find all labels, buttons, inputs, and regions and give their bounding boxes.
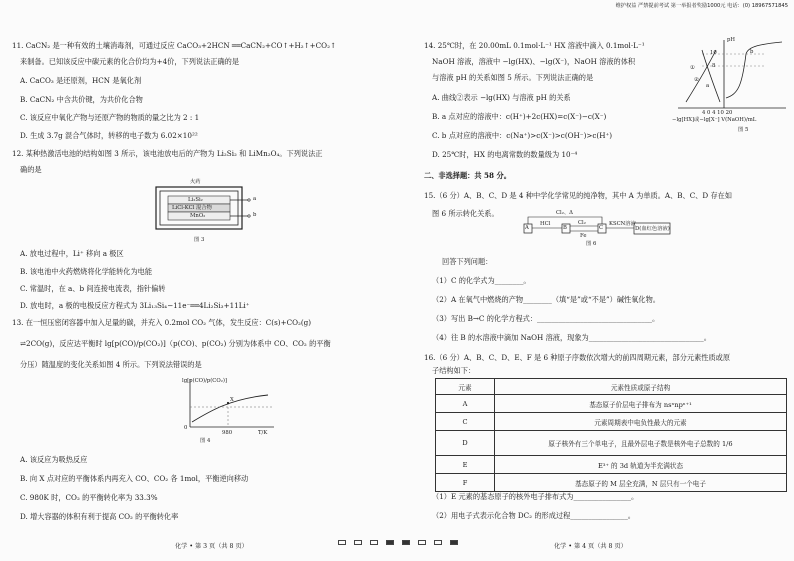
table-header-element: 元素 xyxy=(436,379,495,395)
figure-4-point-x: X xyxy=(230,397,234,403)
figure-6-node-b: B xyxy=(563,225,567,231)
table-cell-element: F xyxy=(436,474,495,492)
q13-stem-line1: 13. 在一恒压密闭容器中加入足量的碳，并充入 0.2mol CO₂ 气体，发生反应：C(s)+CO₂(g) xyxy=(12,318,312,327)
page-4-footer: 化学 • 第 4 页（共 8 页） xyxy=(554,543,627,550)
q11-option-d: D. 生成 3.7g 混合气体时，转移的电子数为 6.02×10²² xyxy=(20,131,198,140)
figure-5-tick-10: 10 xyxy=(710,50,717,56)
figure-4-x-axis-label: T/K xyxy=(258,430,268,436)
q14-stem-line1: 14. 25℃时，在 20.00mL 0.1mol·L⁻¹ HX 溶液中滴入 0.1mol·L⁻¹ xyxy=(424,41,645,50)
figure-5-curve-1-label: ① xyxy=(690,65,695,71)
figure-4-tick-980: 980 xyxy=(222,430,233,436)
figure-3-caption: 图 3 xyxy=(194,237,205,243)
table-row xyxy=(436,474,787,492)
table-cell-description: 基态原子的 M 层全充满，N 层只有一个电子 xyxy=(495,474,787,492)
q15-stem-line2: 图 6 所示转化关系。 xyxy=(432,209,499,218)
q12-option-b: B. 该电池中火药燃烧将化学能转化为电能 xyxy=(20,267,153,276)
q15-prompt: 回答下列问题： xyxy=(442,257,493,266)
table-cell-description: E³⁺ 的 3d 轨道为半充满状态 xyxy=(495,456,787,474)
q14-stem-line2: NaOH 溶液，溶液中 −lg(HX)、−lg(X⁻)，NaOH 溶液的体积 xyxy=(432,57,636,66)
q14-stem-line3: 与溶液 pH 的关系如图 5 所示。下列说法正确的是 xyxy=(432,73,594,82)
table-cell-element: A xyxy=(436,395,495,413)
q16-part-2: （2）用电子式表示化合物 DC₂ 的形成过程________________。 xyxy=(432,511,635,520)
figure-6-label-kscn: KSCN溶液 xyxy=(609,221,636,227)
figure-5-point-a: a xyxy=(706,83,710,89)
page-3 xyxy=(0,0,380,561)
figure-6-label-fe: Fe xyxy=(580,233,587,239)
figure-3-label-cathode: MnO₂ xyxy=(190,213,206,219)
figure-3-terminal-b: b xyxy=(253,212,257,218)
q12-option-c: C. 常温时，在 a、b 间连接电流表，指针偏转 xyxy=(20,284,166,293)
figure-6-flow xyxy=(522,209,672,249)
q12-option-a: A. 放电过程中，Li⁺ 移向 a 极区 xyxy=(20,249,124,258)
page-4 xyxy=(404,0,794,561)
figure-3-battery xyxy=(150,178,260,250)
q14-option-b: B. a 点对应的溶液中：c(H⁺)+2c(HX)=c(X⁻)−c(X⁻) xyxy=(432,112,607,121)
figure-6-label-hcl: HCl xyxy=(540,221,551,227)
q11-stem-line1: 11. CaCN₂ 是一种有效的土壤消毒剂，可通过反应 CaCO₃+2HCN ══CaCN₂+CO↑+H₂↑+CO₂↑ xyxy=(12,41,336,50)
q12-option-d: D. 放电时，a 极的电极反应方程式为 3Li₁₃Si₄−11e⁻══4Li₂Si₃+11Li⁺ xyxy=(20,301,250,310)
section-2-heading: 二、非选择题：共 58 分。 xyxy=(424,171,511,180)
table-row xyxy=(436,431,787,456)
q13-option-a: A. 该反应为吸热反应 xyxy=(20,455,88,464)
q14-option-d: D. 25℃时，HX 的电离常数的数量级为 10⁻⁴ xyxy=(432,150,578,159)
table-cell-description: 原子核外有三个单电子，且最外层电子数是核外电子总数的 1/6 xyxy=(495,431,787,456)
figure-5-y-axis-label: pH xyxy=(727,37,736,43)
q13-stem-line2: ⇌2CO(g)，反应达平衡时 lg[p(CO)/p(CO₂)]（p(CO)、p(CO₂) 分别为体系中 CO、CO₂ 的平衡 xyxy=(20,339,331,348)
page-indicator-square-filled xyxy=(386,540,394,545)
q16-part-1: （1）E 元素的基态原子的核外电子排布式为________________。 xyxy=(432,492,639,501)
figure-6-label-cl2: Cl₂ xyxy=(578,220,586,226)
figure-3-label-gunpowder: 火药 xyxy=(190,179,201,185)
page-3-footer: 化学 • 第 3 页（共 8 页） xyxy=(175,543,248,550)
table-row xyxy=(436,456,787,474)
table-cell-description: 基态原子价层电子排布为 nsⁿnpⁿ⁺¹ xyxy=(495,395,787,413)
q14-option-a: A. 曲线②表示 −lg(HX) 与溶液 pH 的关系 xyxy=(432,93,571,102)
q16-stem-line1: 16.（6 分）A、B、C、D、E、F 是 6 种原子序数依次增大的前四周期元素，部分元素性质或原 xyxy=(424,353,731,362)
figure-5-caption: 图 5 xyxy=(738,127,749,133)
q15-part-3: （3）写出 B→C 的化学方程式：________________________________。 xyxy=(432,314,660,323)
figure-6-node-a: A xyxy=(525,225,529,231)
figure-4-graph xyxy=(170,375,280,447)
q11-option-b: B. CaCN₂ 中含共价键，为共价化合物 xyxy=(20,95,143,104)
q11-option-c: C. 该反应中氧化产物与还原产物的物质的量之比为 2 : 1 xyxy=(20,113,200,122)
table-header-property: 元素性质或原子结构 xyxy=(495,379,787,395)
figure-5-x-axis-label: −lg[HX]或−lg[X⁻] V(NaOH)/mL xyxy=(672,117,757,123)
figure-5-x-ticks: 4 0 4 10 20 xyxy=(702,110,733,116)
page-indicator-square xyxy=(338,540,346,545)
table-row xyxy=(436,413,787,431)
figure-6-label-cl2-heat: Cl₂、Δ xyxy=(556,210,573,216)
table-cell-element: E xyxy=(436,456,495,474)
page-indicator-square xyxy=(370,540,378,545)
figure-4-origin: 0 xyxy=(184,425,188,431)
figure-3-label-anode: Li₂Si₂ xyxy=(188,197,203,203)
table-row xyxy=(436,395,787,413)
q13-option-b: B. 向 X 点对应的平衡体系内再充入 CO、CO₂ 各 1mol，平衡逆向移动 xyxy=(20,474,249,483)
figure-6-node-d: D(血红色溶液) xyxy=(635,226,670,232)
table-cell-description: 元素周期表中电负性最大的元素 xyxy=(495,413,787,431)
q11-option-a: A. CaCO₃ 是还原剂，HCN 是氧化剂 xyxy=(20,76,142,85)
q15-stem-line1: 15.（6 分）A、B、C、D 是 4 种中学化学常见的纯净物，其中 A 为单质。A、B、C、D 存在如 xyxy=(424,191,733,200)
page-indicator-square xyxy=(354,540,362,545)
figure-6-caption: 图 6 xyxy=(586,241,597,247)
q15-part-1: （1）C 的化学式为________。 xyxy=(432,276,531,285)
anti-cheat-header: 维护权益 严禁提前考试 第一举报者奖励1000元 电话：(0) 18967571845 xyxy=(615,3,788,9)
q14-option-c: C. b 点对应的溶液中：c(Na⁺)>c(X⁻)>c(OH⁻)>c(H⁺) xyxy=(432,131,613,140)
figure-5-curve-2-label: ② xyxy=(694,77,699,83)
q13-stem-line3: 分压）随温度的变化关系如图 4 所示。下列说法错误的是 xyxy=(20,360,202,369)
q15-part-2: （2）A 在氧气中燃烧的产物________（填“是”或“不是”）碱性氧化物。 xyxy=(432,295,660,304)
q12-stem-line1: 12. 某种热激活电池的结构如图 3 所示，该电池放电后的产物为 Li₂Si₂ 和 LiMn₂O₄。下列说法正 xyxy=(12,149,323,158)
q16-element-table xyxy=(435,378,787,492)
q12-stem-line2: 确的是 xyxy=(20,165,42,174)
q13-option-c: C. 980K 时，CO₂ 的平衡转化率为 33.3% xyxy=(20,493,158,502)
q11-stem-line2: 来制备。已知该反应中碳元素的化合价均为+4价，下列说法正确的是 xyxy=(20,57,240,66)
figure-5-graph xyxy=(672,36,790,140)
table-cell-element: C xyxy=(436,413,495,431)
figure-4-caption: 图 4 xyxy=(200,438,211,444)
table-cell-element: D xyxy=(436,431,495,456)
figure-3-terminal-a: a xyxy=(253,196,257,202)
figure-3-label-electrolyte: LiCl-KCl 混合物 xyxy=(172,205,212,211)
figure-5-tick-8: 8 xyxy=(712,63,716,69)
table-header-row xyxy=(436,379,787,395)
figure-6-node-c: C xyxy=(599,225,604,231)
q13-option-d: D. 增大容器的体积有利于提高 CO₂ 的平衡转化率 xyxy=(20,512,179,521)
q15-part-4: （4）往 B 的水溶液中滴加 NaOH 溶液，现象为________________________________。 xyxy=(432,333,711,342)
figure-4-y-axis-label: lg[p(CO)/p(CO₂)] xyxy=(182,378,227,384)
figure-5-point-b: b xyxy=(750,49,754,55)
q16-stem-line2: 子结构如下： xyxy=(432,366,476,375)
